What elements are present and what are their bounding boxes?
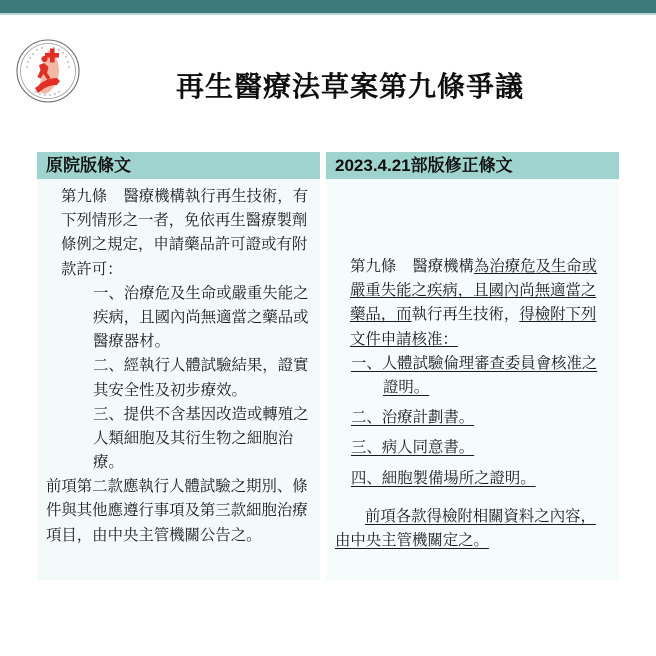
top-accent-bar-underline (0, 13, 656, 15)
right-clause-amended-text-2: 得檢附下列文件申請核准： (350, 306, 597, 348)
list-item: 二、治療計劃書。 (351, 409, 475, 427)
left-clause-paragraph (46, 185, 311, 282)
left-tail-paragraph: 前項第二款應執行人體試驗之期別、條件與其他應遵行事項及第三款細胞治療項目，由中央主管機關公告之。 (46, 478, 308, 544)
list-item: 三、提供不含基因改造或轉殖之人類細胞及其衍生物之細胞治療。 (93, 405, 309, 472)
right-clause-amended-text: 為治療危及生命或嚴重失能之疾病，且國內尚無適當之藥品，而 (350, 258, 598, 324)
list-item: 三、病人同意書。 (351, 439, 475, 457)
column-header-original: 原院版條文 (37, 152, 320, 179)
right-clause-plain: 醫療機構 (412, 258, 474, 275)
column-body-original (37, 179, 320, 580)
right-tail-paragraph: 前項各款得檢附相關資料之內容，由中央主管機關定之。 (335, 507, 596, 549)
left-clause-text: 醫療機構執行再生技術，有下列情形之一者，免依再生醫療製劑條例之規定，申請藥品許可證或有附款許可： (61, 188, 309, 278)
right-clause-plain-2: 執行再生技術， (411, 306, 520, 324)
list-item: 一、人體試驗倫理審查委員會核准之證明。 (351, 354, 598, 396)
page-title: 再生醫療法草案第九條爭議 (175, 71, 524, 102)
clause-comparison-table (37, 152, 619, 580)
list-item: 二、經執行人體試驗結果，證實其安全性及初步療效。 (93, 357, 309, 399)
right-clause-label: 第九條 (350, 258, 397, 275)
taiwan-medical-emblem-icon (14, 37, 82, 105)
column-amended-version (326, 152, 619, 580)
column-original-version (37, 152, 320, 580)
organization-emblem-logo (14, 37, 82, 105)
left-clause-label: 第九條 (61, 188, 108, 205)
right-clause-paragraph (335, 255, 610, 352)
list-item: 四、細胞製備場所之證明。 (351, 469, 536, 487)
top-accent-bar (0, 0, 656, 13)
column-body-amended (326, 179, 619, 580)
list-item: 一、治療危及生命或嚴重失能之疾病，且國內尚無適當之藥品或醫療器材。 (93, 284, 309, 351)
column-header-amended: 2023.4.21部版修正條文 (326, 152, 619, 179)
